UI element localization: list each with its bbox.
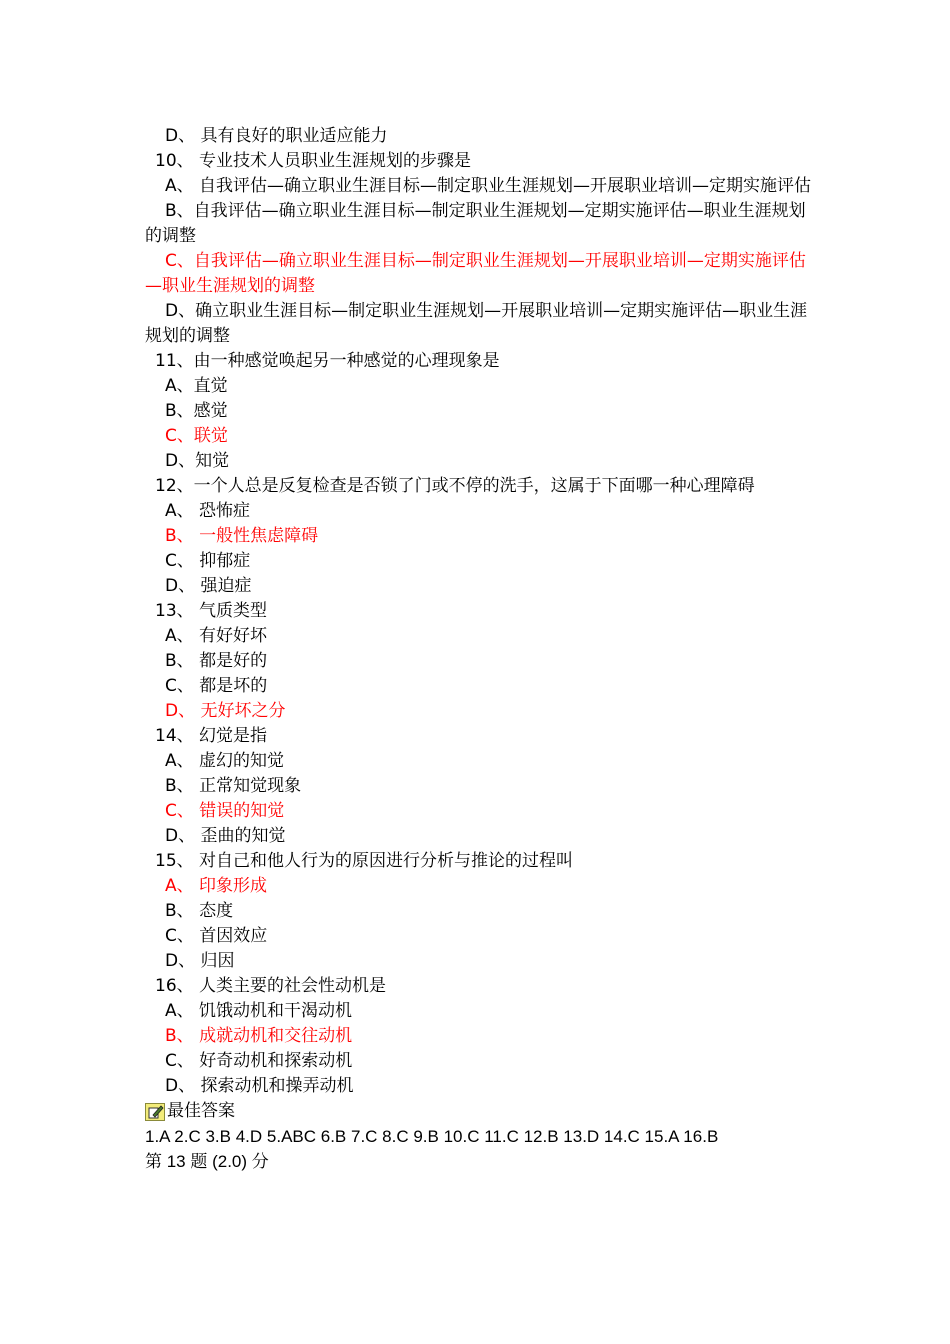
option-text: A、 自我评估—确立职业生涯目标—制定职业生涯规划—开展职业培训—定期实施评估 xyxy=(165,176,812,196)
option-text: D、 具有良好的职业适应能力 xyxy=(165,126,388,146)
correct-option: C、自我评估—确立职业生涯目标—制定职业生涯规划—开展职业培训—定期实施评估—职业生涯规划的调整 xyxy=(145,251,806,296)
question-text: 14、 幻觉是指 xyxy=(155,726,268,746)
option-text: D、 探索动机和操弄动机 xyxy=(165,1076,354,1096)
next-question-label: 第 13 题 (2.0) 分 xyxy=(145,1152,269,1171)
option-text: D、 强迫症 xyxy=(165,576,252,596)
option-text: B、自我评估—确立职业生涯目标—制定职业生涯规划—定期实施评估—职业生涯规划的调整 xyxy=(145,201,806,246)
document-page xyxy=(145,124,815,1174)
option-text: B、感觉 xyxy=(165,401,228,421)
correct-option: C、联觉 xyxy=(165,426,228,446)
option-text: A、 饥饿动机和干渴动机 xyxy=(165,1001,353,1021)
correct-option: B、 一般性焦虑障碍 xyxy=(165,526,319,546)
option-text: B、 正常知觉现象 xyxy=(165,776,302,796)
option-text: A、直觉 xyxy=(165,376,228,396)
option-text: D、确立职业生涯目标—制定职业生涯规划—开展职业培训—定期实施评估—职业生涯规划的调整 xyxy=(145,301,808,346)
correct-option: D、 无好坏之分 xyxy=(165,701,286,721)
answer-keys: 1.A 2.C 3.B 4.D 5.ABC 6.B 7.C 8.C 9.B 10.C 11.C 12.B 13.D 14.C 15.A 16.B xyxy=(145,1127,719,1146)
correct-option: B、 成就动机和交往动机 xyxy=(165,1026,353,1046)
option-text: A、 有好好坏 xyxy=(165,626,268,646)
question-text: 10、 专业技术人员职业生涯规划的步骤是 xyxy=(155,151,472,171)
option-text: D、 归因 xyxy=(165,951,235,971)
best-answer-heading: 最佳答案 xyxy=(167,1101,235,1121)
question-text: 16、 人类主要的社会性动机是 xyxy=(155,976,387,996)
edit-note-icon xyxy=(145,1103,165,1121)
question-text: 13、 气质类型 xyxy=(155,601,268,621)
question-text: 11、由一种感觉唤起另一种感觉的心理现象是 xyxy=(155,351,500,371)
question-text: 15、 对自己和他人行为的原因进行分析与推论的过程叫 xyxy=(155,851,574,871)
option-text: C、 都是坏的 xyxy=(165,676,268,696)
option-text: C、 好奇动机和探索动机 xyxy=(165,1051,353,1071)
correct-option: C、 错误的知觉 xyxy=(165,801,285,821)
option-text: A、 恐怖症 xyxy=(165,501,251,521)
question-list xyxy=(145,124,815,1099)
option-text: C、 抑郁症 xyxy=(165,551,251,571)
option-text: D、 歪曲的知觉 xyxy=(165,826,286,846)
correct-option: A、 印象形成 xyxy=(165,876,268,896)
option-text: B、 态度 xyxy=(165,901,234,921)
best-answer-header xyxy=(145,1099,815,1124)
option-text: C、 首因效应 xyxy=(165,926,268,946)
question-text: 12、一个人总是反复检查是否锁了门或不停的洗手，这属于下面哪一种心理障碍 xyxy=(155,476,755,496)
option-text: B、 都是好的 xyxy=(165,651,268,671)
option-text: A、 虚幻的知觉 xyxy=(165,751,285,771)
option-text: D、知觉 xyxy=(165,451,230,471)
